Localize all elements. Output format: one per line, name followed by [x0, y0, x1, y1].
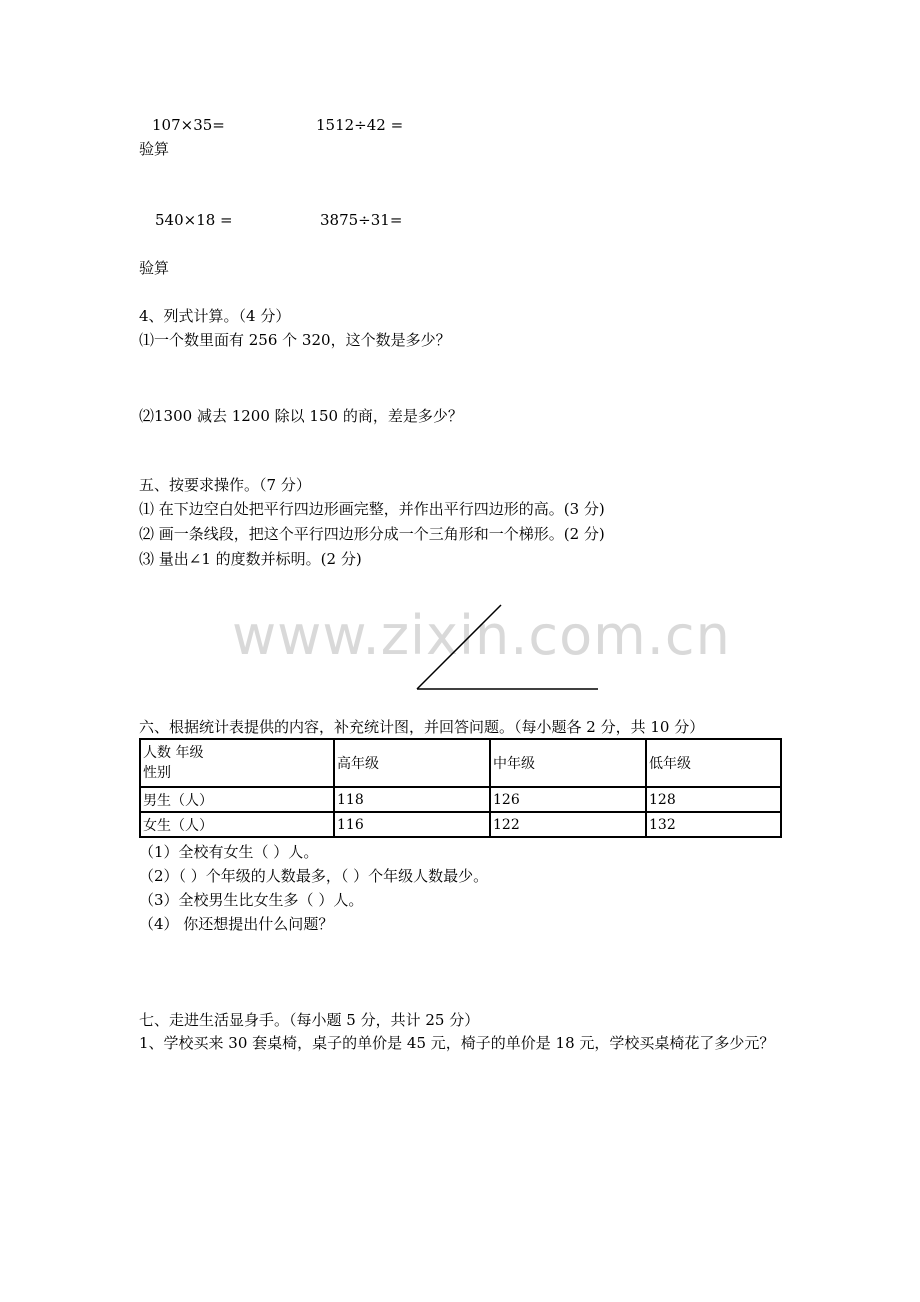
table-cell: 116: [334, 812, 490, 837]
table-row-label: 女生（人）: [140, 812, 334, 837]
section5-title: 五、按要求操作。（7 分）: [139, 476, 311, 494]
section7-title: 七、走进生活显身手。（每小题 5 分，共计 25 分）: [139, 1011, 480, 1029]
table-header-middle: 中年级: [490, 739, 646, 787]
table-row-label: 男生（人）: [140, 787, 334, 812]
table-cell: 128: [646, 787, 781, 812]
watermark: www.zixin.com.cn: [232, 604, 731, 667]
section6-question-2: （2）（ ）个年级的人数最多，（ ）个年级人数最少。: [139, 867, 489, 885]
section5-question-3: ⑶ 量出∠1 的度数并标明。(2 分): [139, 550, 362, 568]
table-header-row: [140, 739, 781, 787]
calc-row2-b: 3875÷31=: [320, 211, 403, 229]
calc-row2-a: 540×18 =: [155, 211, 233, 229]
table-header-junior: 低年级: [646, 739, 781, 787]
calc-row1-a: 107×35=: [152, 116, 225, 134]
angle-figure: [410, 600, 610, 695]
table-corner-cell: [140, 739, 334, 787]
section4-question-1: ⑴一个数里面有 256 个 320，这个数是多少？: [139, 331, 451, 349]
section6-question-1: （1）全校有女生（ ）人。: [139, 843, 319, 861]
corner-top-label: 人数 年级: [143, 745, 204, 761]
section6-title: 六、根据统计表提供的内容，补充统计图，并回答问题。（每小题各 2 分，共 10 分）: [139, 718, 705, 736]
section6-question-4: （4） 你还想提出什么问题？: [139, 915, 334, 933]
table-cell: 126: [490, 787, 646, 812]
check-label-1: 验算: [139, 140, 170, 158]
table-cell: 122: [490, 812, 646, 837]
section5-question-1: ⑴ 在下边空白处把平行四边形画完整，并作出平行四边形的高。(3 分): [139, 500, 605, 518]
angle-slanted-side: [417, 605, 501, 689]
section5-question-2: ⑵ 画一条线段，把这个平行四边形分成一个三角形和一个梯形。(2 分): [139, 525, 605, 543]
section4-title: 4、列式计算。（4 分）: [139, 307, 291, 325]
table-row: [140, 787, 781, 812]
table-header-senior: 高年级: [334, 739, 490, 787]
corner-bottom-label: 性别: [143, 765, 171, 781]
table-cell: 118: [334, 787, 490, 812]
table-cell: 132: [646, 812, 781, 837]
check-label-2: 验算: [139, 259, 170, 277]
stats-table: [139, 738, 782, 838]
section4-question-2: ⑵1300 减去 1200 除以 150 的商，差是多少？: [139, 407, 463, 425]
section6-question-3: （3）全校男生比女生多（ ）人。: [139, 891, 364, 909]
section7-question-1: 1、学校买来 30 套桌椅，桌子的单价是 45 元，椅子的单价是 18 元，学校买桌椅花了多少元？: [139, 1034, 775, 1052]
table-row: [140, 812, 781, 837]
calc-row1-b: 1512÷42 =: [316, 116, 404, 134]
